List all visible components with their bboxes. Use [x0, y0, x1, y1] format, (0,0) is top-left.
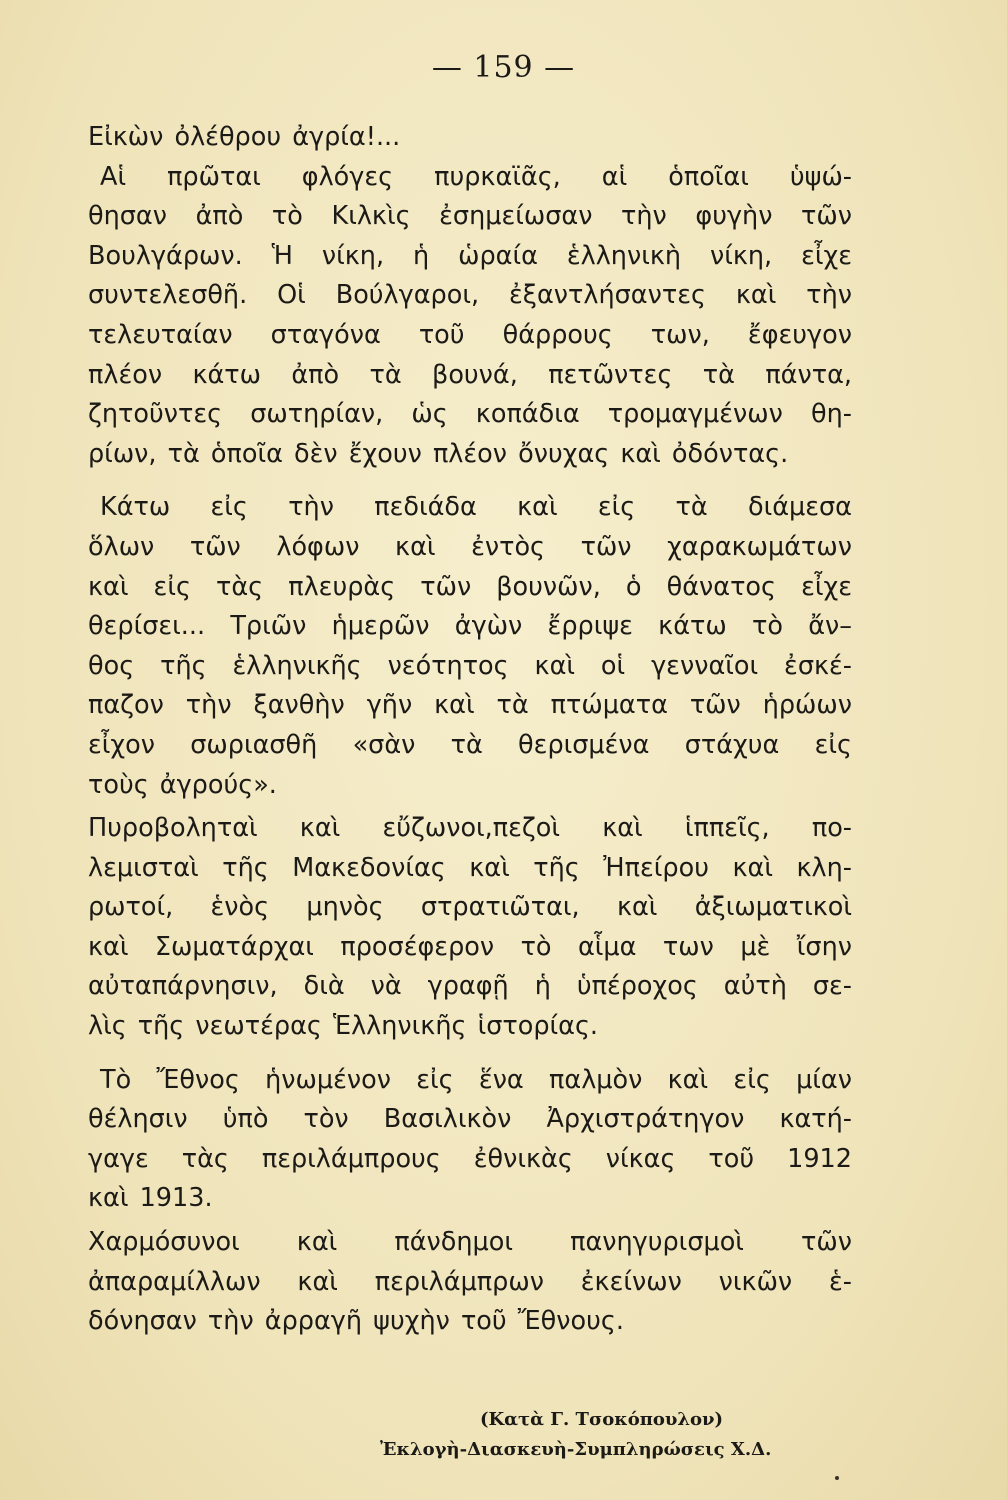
text-line: Χαρμόσυνοι καὶ πάνδημοι πανηγυρισμοὶ τῶν	[88, 1227, 852, 1258]
page-number: — 159 —	[431, 50, 576, 85]
text-line: θέλησιν ὑπὸ τὸν Βασιλικὸν Ἀρχιστράτηγον κατή-	[88, 1104, 852, 1135]
text-line: πλέον κάτω ἀπὸ τὰ βουνά, πετῶντες τὰ πάντα,	[88, 359, 852, 390]
text-line: συντελεσθῆ. Οἱ Βούλγαροι, ἐξαντλήσαντες καὶ τὴν	[88, 280, 852, 311]
text-line: ζητοῦντες σωτηρίαν, ὡς κοπάδια τρομαγμένων θη-	[88, 399, 852, 430]
text-line: Αἱ πρῶται φλόγες πυρκαϊᾶς, αἱ ὁποῖαι ὑψώ-	[100, 161, 852, 192]
text-line: καὶ 1913.	[88, 1183, 213, 1214]
text-line: ὅλων τῶν λόφων καὶ ἐντὸς τῶν χαρακωμάτων	[88, 531, 852, 562]
text-line: θερίσει... Τριῶν ἡμερῶν ἀγὼν ἔρριψε κάτω τὸ ἄν–	[88, 611, 852, 642]
text-line: εἶχον σωριασθῆ «σὰν τὰ θερισμένα στάχυα εἰς	[88, 729, 852, 760]
paragraph-4	[88, 809, 852, 1047]
credit-editor: Ἐκλογὴ-Διασκευὴ-Συμπληρώσεις Χ.Δ.	[380, 1439, 772, 1460]
text-line: τοὺς ἀγρούς».	[88, 769, 277, 800]
text-line: λὶς τῆς νεωτέρας Ἑλληνικῆς ἱστορίας.	[88, 1011, 599, 1042]
text-line: Εἰκὼν ὀλέθρου ἀγρία!...	[88, 122, 401, 152]
body-text	[88, 118, 852, 1342]
text-line: παζον τὴν ξανθὴν γῆν καὶ τὰ πτώματα τῶν ἡρώων	[88, 690, 852, 721]
source-credits	[380, 1405, 830, 1465]
paragraph-1	[88, 118, 852, 158]
text-line: Κάτω εἰς τὴν πεδιάδα καὶ εἰς τὰ διάμεσα	[100, 492, 852, 523]
text-line: καὶ Σωματάρχαι προσέφερον τὸ αἷμα των μὲ ἴσην	[88, 931, 852, 962]
text-line: Βουλγάρων. Ἡ νίκη, ἡ ὡραία ἑλληνικὴ νίκη, εἶχε	[88, 240, 852, 271]
text-line: θος τῆς ἑλληνικῆς νεότητος καὶ οἱ γενναῖοι ἐσκέ-	[88, 650, 852, 681]
text-line: Πυροβοληταὶ καὶ εὔζωνοι,πεζοὶ καὶ ἱππεῖς, πο-	[88, 813, 852, 844]
text-line: ἀπαραμίλλων καὶ περιλάμπρων ἐκείνων νικῶν ἑ-	[88, 1266, 852, 1297]
text-line: τελευταίαν σταγόνα τοῦ θάρρους των, ἔφευγον	[88, 319, 852, 350]
ink-speck	[835, 1476, 839, 1480]
text-line: γαγε τὰς περιλάμπρους ἐθνικὰς νίκας τοῦ 1912	[88, 1143, 852, 1174]
text-line: δόνησαν τὴν ἀρραγῆ ψυχὴν τοῦ Ἔθνους.	[88, 1306, 624, 1337]
paragraph-5	[88, 1061, 852, 1219]
paragraph-2	[88, 158, 852, 475]
text-line: αὐταπάρνησιν, διὰ νὰ γραφῇ ἡ ὑπέροχος αὐτὴ σε-	[88, 971, 852, 1002]
paragraph-6	[88, 1223, 852, 1342]
text-line: λεμισταὶ τῆς Μακεδονίας καὶ τῆς Ἠπείρου καὶ κλη-	[88, 852, 852, 883]
text-line: Τὸ Ἔθνος ἡνωμένον εἰς ἕνα παλμὸν καὶ εἰς μίαν	[100, 1064, 852, 1095]
text-line: ρωτοί, ἑνὸς μηνὸς στρατιῶται, καὶ ἀξιωματικοὶ	[88, 892, 852, 923]
text-line: ρίων, τὰ ὁποῖα δὲν ἔχουν πλέον ὄνυχας καὶ ὀδόντας.	[88, 438, 789, 469]
text-line: καὶ εἰς τὰς πλευρὰς τῶν βουνῶν, ὁ θάνατος εἶχε	[88, 571, 852, 602]
text-line: θησαν ἀπὸ τὸ Κιλκὶς ἐσημείωσαν τὴν φυγὴν τῶν	[88, 201, 852, 232]
paragraph-3	[88, 488, 852, 805]
credit-author: (Κατὰ Γ. Τσοκόπουλον)	[480, 1409, 724, 1430]
